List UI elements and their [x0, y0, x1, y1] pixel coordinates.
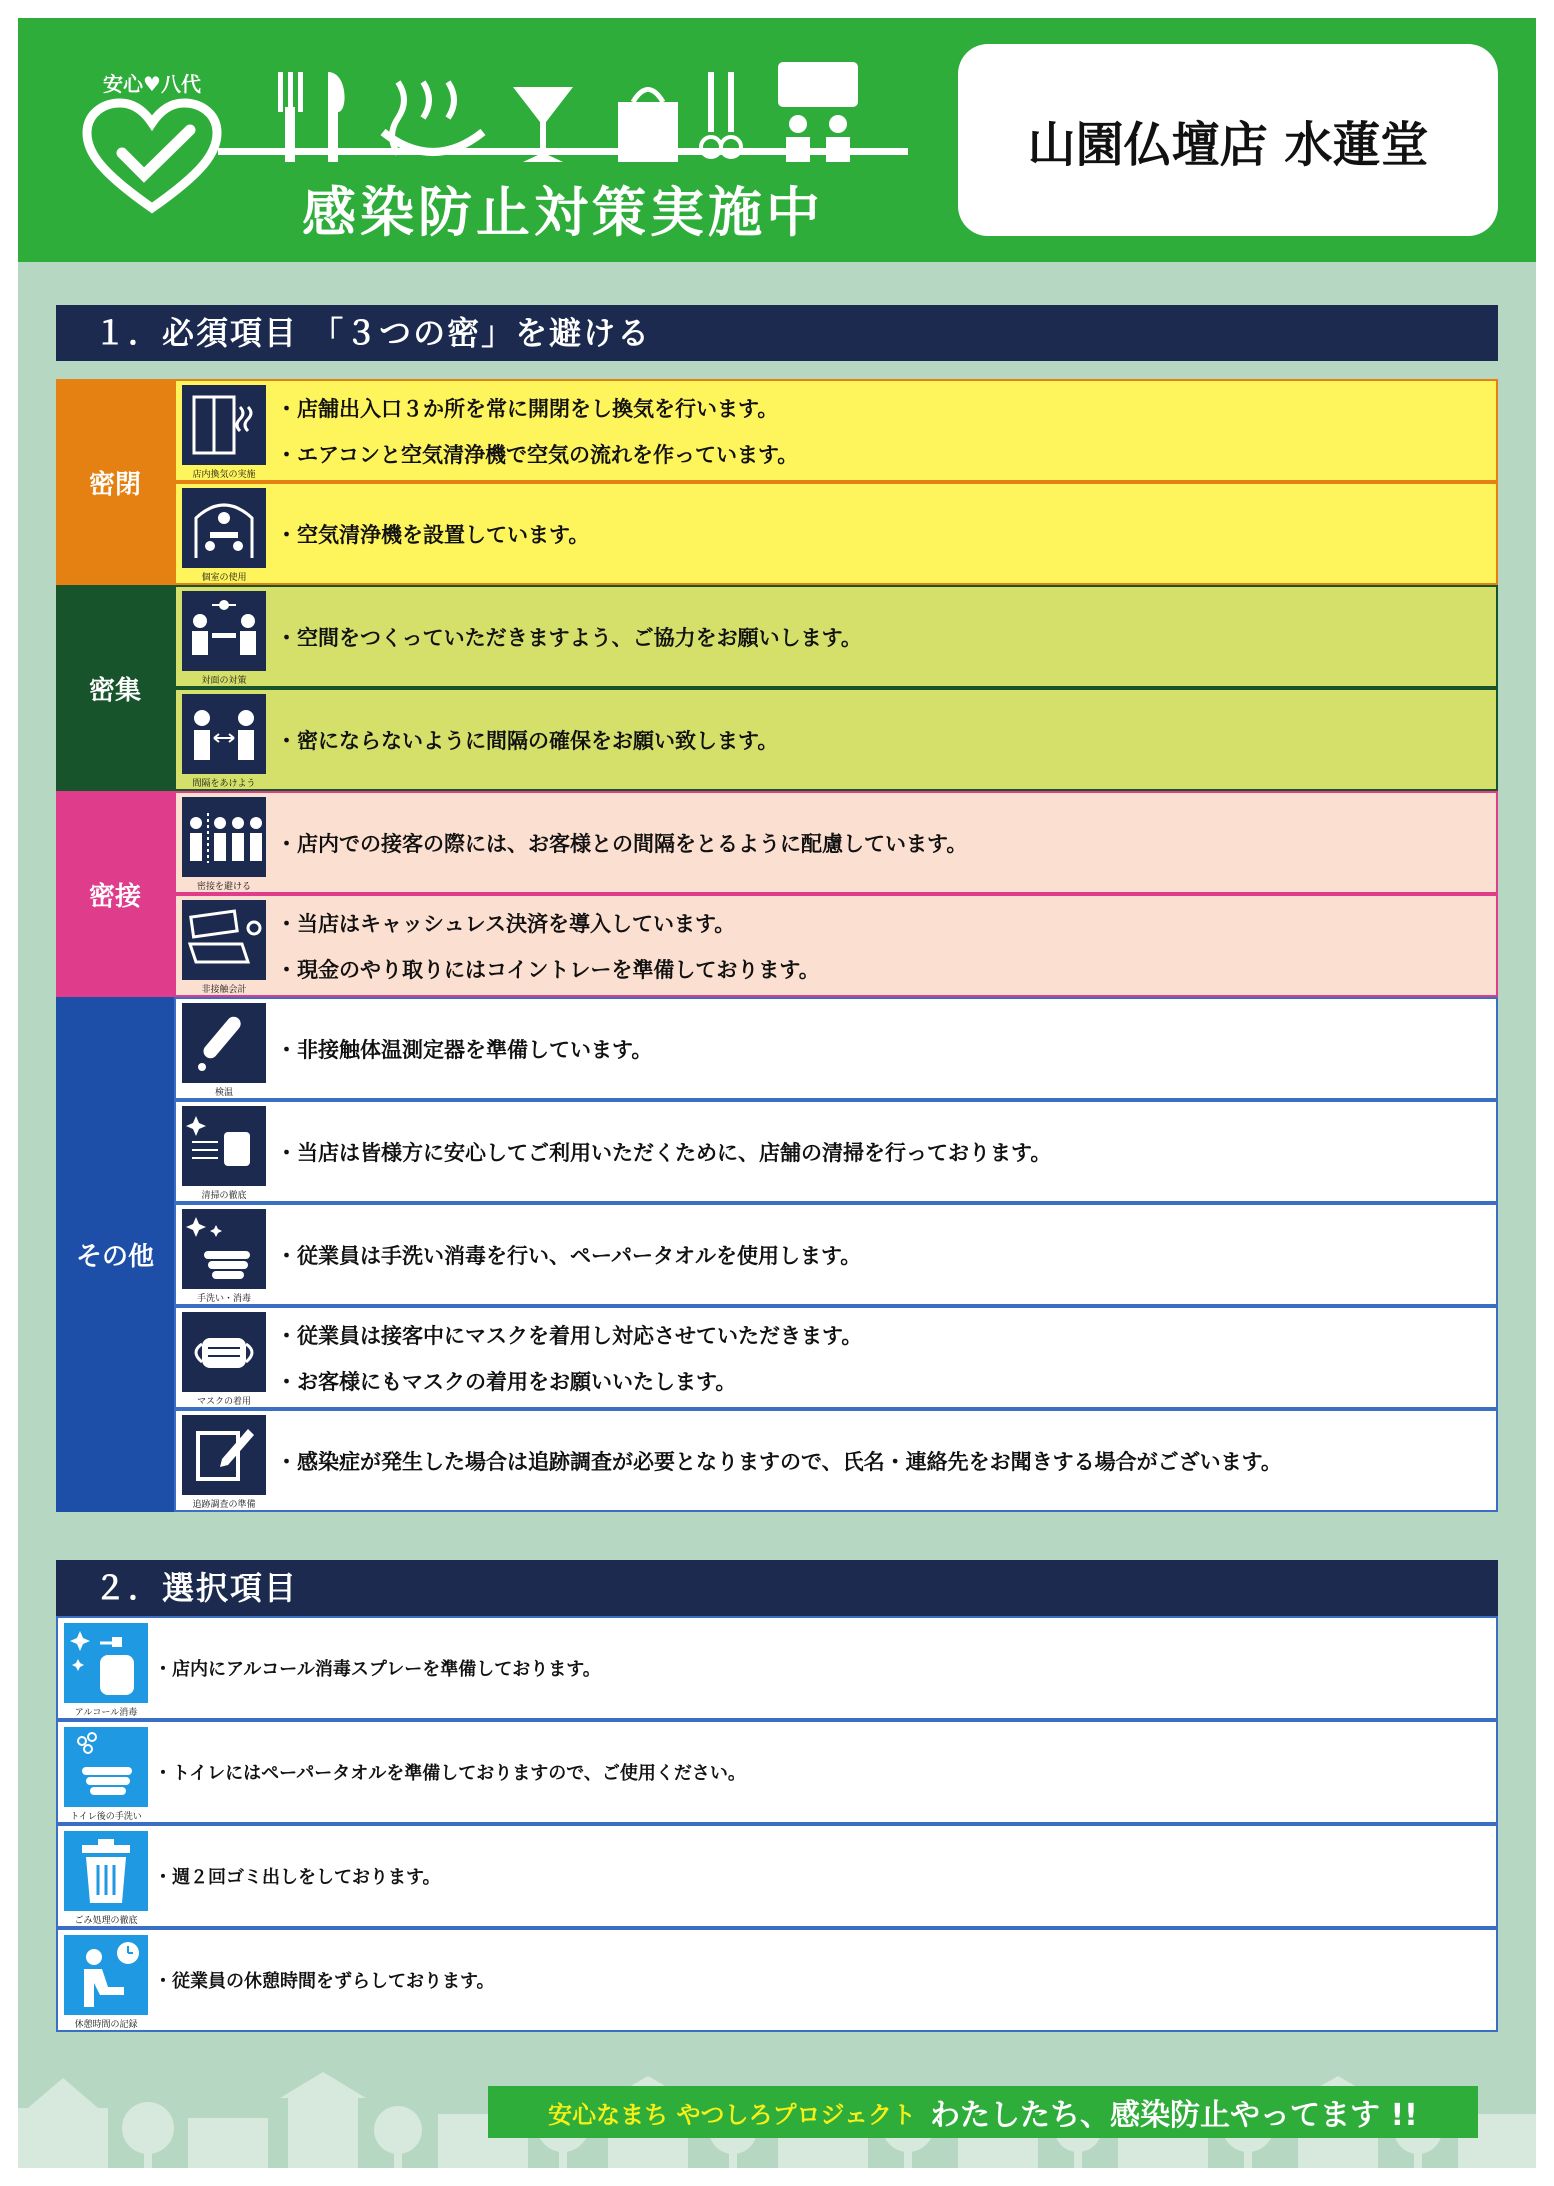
- header: [18, 18, 1536, 262]
- shop-name: 山園仏壇店 水蓮堂: [958, 44, 1498, 236]
- row-text: ・当店は皆様方に安心してご利用いただくために、店舗の清掃を行っております。: [276, 1140, 1052, 1165]
- group-misshu: [56, 585, 1498, 791]
- list-item: [174, 894, 1498, 997]
- icon-caption: 検温: [214, 1088, 233, 1098]
- row-text: ・空気清浄機を設置しています。: [276, 522, 590, 547]
- break-time-icon: [64, 1935, 148, 2029]
- row-text: ・従業員は接客中にマスクを着用し対応させていただきます。: [276, 1323, 863, 1348]
- row-text: ・店内にアルコール消毒スプレーを準備しております。: [154, 1659, 601, 1680]
- icon-caption: 密接を避ける: [196, 882, 251, 892]
- row-text: ・密にならないように間隔の確保をお願い致します。: [276, 728, 779, 753]
- row-text: ・店舗出入口３か所を常に開閉をし換気を行います。: [276, 396, 779, 421]
- list-item: [174, 1100, 1498, 1203]
- group-other: [56, 997, 1498, 1512]
- row-text: ・従業員の休憩時間をずらしております。: [154, 1971, 495, 1992]
- row-text: ・お客様にもマスクの着用をお願いいたします。: [276, 1369, 737, 1394]
- project-name: 安心なまち やつしろプロジェクト: [548, 2100, 917, 2129]
- category-label: 密接: [56, 791, 174, 997]
- row-text: ・トイレにはペーパータオルを準備しておりますので、ご使用ください。: [154, 1763, 746, 1784]
- icon-caption: 追跡調査の準備: [192, 1500, 256, 1510]
- notepad-pen-icon: [182, 1415, 266, 1509]
- window-ventilation-icon: [182, 385, 266, 479]
- face-to-face-icon: [182, 591, 266, 685]
- list-item: [56, 1824, 1498, 1928]
- row-text: ・感染症が発生した場合は追跡調査が必要となりますので、氏名・連絡先をお聞きする場合がございます。: [276, 1449, 1282, 1474]
- list-item: [174, 379, 1498, 482]
- list-item: [56, 1928, 1498, 2032]
- icon-caption: 非接触会計: [201, 985, 247, 995]
- category-label: 密集: [56, 585, 174, 791]
- row-text: ・現金のやり取りにはコイントレーを準備しております。: [276, 957, 820, 982]
- cash-tray-icon: [182, 900, 266, 994]
- handwash-icon: [182, 1209, 266, 1303]
- row-text: ・非接触体温測定器を準備しています。: [276, 1037, 653, 1062]
- venue-icons: [258, 62, 918, 162]
- icon-caption: マスクの着用: [196, 1397, 251, 1407]
- private-room-icon: [182, 488, 266, 582]
- anshin-yatsushiro-logo: [82, 68, 222, 218]
- toilet-handwash-icon: [64, 1727, 148, 1821]
- icon-caption: 休憩時間の記録: [74, 2020, 138, 2030]
- slogan: わたしたち、感染防止やってます !!: [930, 2098, 1418, 2133]
- distance-icon: [182, 694, 266, 788]
- poster-frame: [18, 18, 1536, 2168]
- icon-caption: 清掃の徹底: [201, 1191, 247, 1201]
- list-item: [174, 1409, 1498, 1512]
- list-item: [174, 1203, 1498, 1306]
- group-mippei: [56, 379, 1498, 585]
- row-text: ・空間をつくっていただきますよう、ご協力をお願いします。: [276, 625, 862, 650]
- row-text: ・週２回ゴミ出しをしております。: [154, 1867, 441, 1888]
- row-text: ・店内での接客の際には、お客様との間隔をとるように配慮しています。: [276, 831, 968, 856]
- row-text: ・従業員は手洗い消毒を行い、ペーパータオルを使用します。: [276, 1243, 862, 1268]
- icon-caption: 店内換気の実施: [192, 470, 256, 480]
- list-item: [174, 791, 1498, 894]
- category-label: 密閉: [56, 379, 174, 585]
- list-item: [174, 997, 1498, 1100]
- icon-caption: 間隔をあけよう: [192, 779, 256, 789]
- cleaning-icon: [182, 1106, 266, 1200]
- queue-spacing-icon: [182, 797, 266, 891]
- list-item: [174, 688, 1498, 791]
- row-text: ・当店はキャッシュレス決済を導入しています。: [276, 911, 736, 936]
- list-item: [56, 1616, 1498, 1720]
- list-item: [174, 585, 1498, 688]
- row-text: ・エアコンと空気清浄機で空気の流れを作っています。: [276, 442, 799, 467]
- logo-text: 安心♥八代: [103, 72, 201, 96]
- category-label: その他: [56, 997, 174, 1512]
- header-title: 感染防止対策実施中: [302, 181, 824, 244]
- group-missetsu: [56, 791, 1498, 997]
- thermometer-icon: [182, 1003, 266, 1097]
- mask-icon: [182, 1312, 266, 1406]
- list-item: [56, 1720, 1498, 1824]
- section1-title: １．必須項目 「３つの密」を避ける: [56, 305, 1498, 361]
- icon-caption: アルコール消毒: [74, 1708, 138, 1718]
- icon-caption: トイレ後の手洗い: [70, 1812, 142, 1822]
- footer-banner: [488, 2086, 1478, 2138]
- trash-bin-icon: [64, 1831, 148, 1925]
- icon-caption: 対面の対策: [201, 676, 247, 686]
- list-item: [174, 482, 1498, 585]
- icon-caption: 手洗い・消毒: [196, 1294, 251, 1304]
- section2-title: ２．選択項目: [56, 1560, 1498, 1616]
- header-divider: [218, 148, 908, 155]
- alcohol-spray-icon: [64, 1623, 148, 1717]
- icon-caption: 個室の使用: [201, 573, 247, 583]
- icon-caption: ごみ処理の徹底: [74, 1916, 138, 1926]
- list-item: [174, 1306, 1498, 1409]
